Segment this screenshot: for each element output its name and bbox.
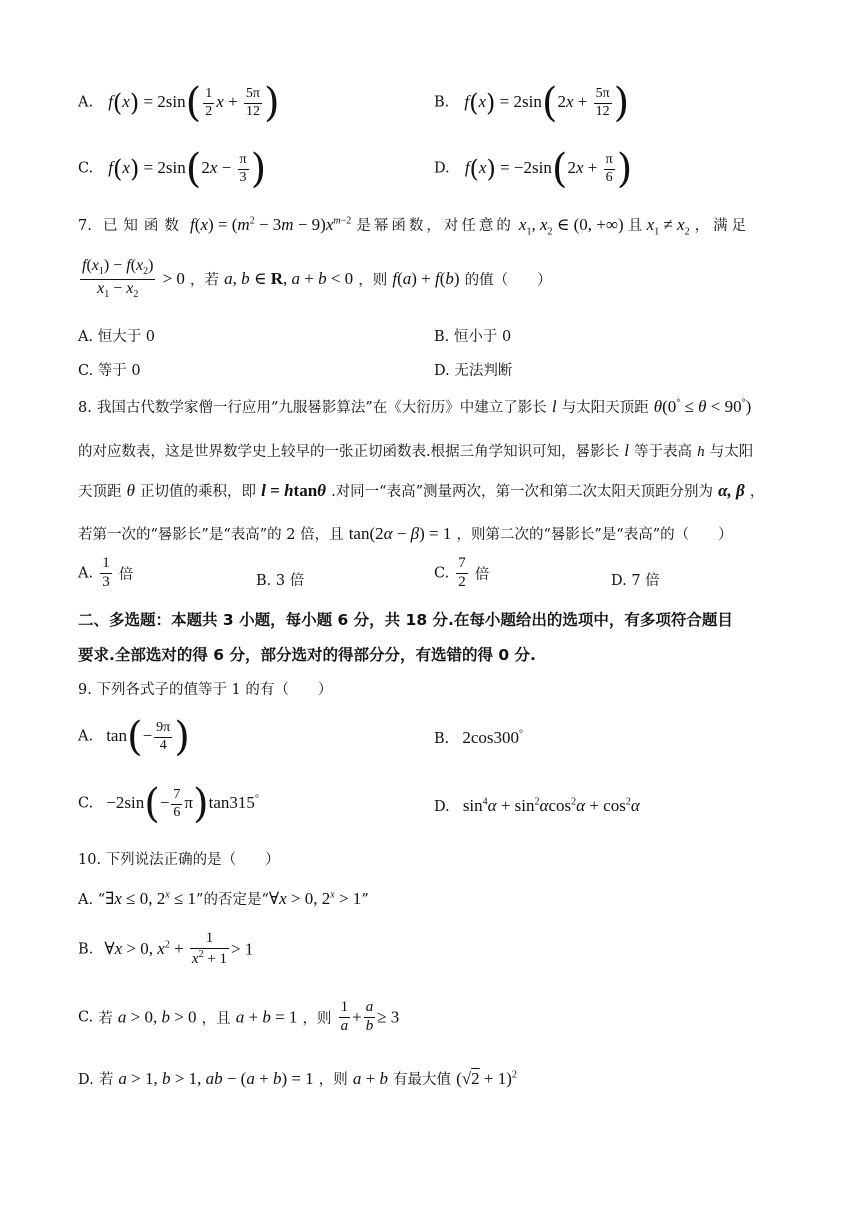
q6-option-d	[434, 146, 632, 192]
question-text: ，若	[190, 272, 219, 289]
question-text: 与太阳天顶距	[561, 400, 649, 416]
question-text: ，则	[318, 1072, 348, 1088]
math-expression: a, b ∈ R, a + b < 0	[224, 269, 354, 289]
math-expression: −2sin(− $\frac{7}{6}$ π)tan315°	[106, 781, 259, 827]
option-label: A. “	[78, 892, 106, 908]
math-expression: ∃x ≤ 0, $2^x \le 1$	[105, 889, 197, 908]
question-text: 的值（ ）	[464, 272, 552, 289]
math-expression: ∀x > 0, $x^2$ +	[104, 939, 188, 959]
q6-option-b	[434, 80, 629, 126]
option-label: A.	[78, 565, 94, 582]
q10-option-d	[78, 1068, 517, 1089]
question-text: ，满足	[694, 218, 751, 234]
question-text: ，则第二次的“晷影长”是“表高”的（ ）	[456, 527, 733, 543]
option-unit: 倍	[474, 566, 490, 583]
math-expression: f(x) = 2sin(2x − $\frac{\pi}{3}$ )	[108, 146, 267, 192]
math-expression: $f(x) = (m^2 - 3m - 9)x^{m-2}$	[190, 215, 352, 234]
math-expression: tan(− $\frac{9\pi}{4}$ )	[106, 714, 190, 760]
math-expression: 2cos300°	[462, 728, 524, 747]
question-text: 若第一次的“晷影长”是“表高”的 2 倍，且	[78, 527, 344, 543]
math-variable: l	[551, 397, 557, 416]
option-label: B.	[434, 94, 450, 111]
section-heading-line1: 二、多选题：本题共 3 小题，每小题 6 分，共 18 分.在每小题给出的选项中，有多项符合题目	[78, 611, 733, 629]
question-text: ”的否定是“	[196, 892, 269, 908]
q9-option-c	[78, 781, 259, 827]
math-expression: a > 0, b > 0	[117, 1007, 197, 1027]
option-label: B.	[78, 941, 94, 958]
option-label: D.	[78, 1072, 94, 1088]
option-label: C.	[78, 160, 94, 177]
question-text: 已知函数	[102, 218, 185, 234]
question-text: 与太阳	[709, 444, 754, 460]
option-label: D.	[434, 160, 450, 177]
math-expression: f(a) + f(b)	[392, 269, 460, 289]
q8-option-d: D. 7 倍	[611, 573, 660, 589]
question-text: ，	[749, 484, 765, 500]
q7-line1	[78, 214, 750, 237]
math-variable: l	[624, 441, 629, 460]
question-text: ，且	[201, 1010, 231, 1027]
math-variable: θ	[126, 481, 135, 500]
math-expression: > 0	[162, 269, 185, 289]
q8-option-a	[78, 556, 133, 591]
math-fraction: $\frac{7}{2}$	[458, 555, 466, 590]
q10-option-a	[78, 888, 369, 909]
section-heading-line2: 要求.全部选对的得 6 分，部分选对的得部分分，有选错的得 0 分.	[78, 646, 536, 664]
question-text: ，则	[358, 272, 388, 289]
q10-option-c	[78, 1000, 399, 1035]
math-expression: f(x) = 2sin(2x + $\frac{5\pi}{12}$ )	[464, 80, 630, 126]
question-number: 8.	[78, 400, 92, 416]
math-expression: α, β	[718, 481, 745, 500]
q8-line4	[78, 523, 733, 544]
math-expression: a > 1, b > 1, ab − (a + b) = 1	[118, 1069, 314, 1088]
question-text: 是幂函数，对任意的	[356, 218, 514, 234]
math-variable: h	[697, 444, 705, 460]
math-expression: a + b	[352, 1069, 388, 1088]
q8-line2	[78, 440, 753, 461]
q10-stem: 10. 下列说法正确的是（ ）	[78, 852, 280, 868]
math-expression: a + b = 1	[235, 1007, 298, 1027]
option-label: C.	[78, 1009, 94, 1026]
option-label: B.	[434, 731, 450, 747]
math-expression: tan(2α − β) = 1	[348, 524, 452, 543]
math-expression: ≥ 3	[377, 1007, 400, 1027]
math-expression: f(x) = 2sin( $\frac{1}{2}$ x + $\frac{5\pi}{12}$ )	[108, 80, 280, 126]
q9-option-b	[434, 728, 523, 748]
question-text: ”	[361, 892, 369, 908]
math-expression: $x_1$, $x_2$ ∈ (0, +∞) 且 $x_1 \ne x_2$	[518, 215, 690, 238]
q7-option-c: C. 等于 0	[78, 363, 141, 379]
math-expression: θ(0° ≤ θ < 90°)	[653, 397, 752, 416]
option-label: A.	[78, 728, 94, 745]
q9-stem: 9. 下列各式子的值等于 1 的有（ ）	[78, 682, 333, 698]
q8-option-b: B. 3 倍	[256, 573, 305, 589]
q9-option-d	[434, 796, 640, 816]
math-fraction: $\frac{f(x_1) - f(x_2)}{x_1 - x_2}$	[82, 257, 154, 300]
question-text: 有最大值	[393, 1072, 452, 1088]
question-text: ，则	[302, 1010, 332, 1027]
question-text: 若	[98, 1072, 114, 1088]
option-label: C.	[434, 565, 450, 582]
q6-option-a	[78, 80, 280, 126]
option-label: C.	[78, 795, 94, 812]
math-expression: $(√2 + 1)^2$	[456, 1069, 517, 1088]
q8-line1	[78, 396, 751, 417]
q7-line2	[78, 258, 552, 300]
q8-option-c	[434, 556, 489, 591]
q7-option-a: A. 恒大于 0	[78, 329, 156, 345]
math-expression: f(x) = −2sin(2x + $\frac{\pi}{6}$ )	[464, 146, 633, 192]
math-fraction: $\frac{a}{b}$	[365, 999, 374, 1034]
math-fraction: $\frac{1}{a}$	[340, 999, 349, 1034]
question-text: 我国古代数学家僧一行应用“九服晷影算法”在《大衍历》中建立了影长	[96, 400, 547, 416]
question-text: 天顶距	[78, 484, 122, 500]
question-text: 等于表高	[634, 444, 693, 460]
math-expression: $\sin^4\alpha + \sin^2\alpha\cos^2\alpha + \cos^2\alpha$	[462, 796, 640, 815]
q6-option-c	[78, 146, 266, 192]
math-fraction: $\frac{1}{x^2 + 1}$	[191, 930, 228, 967]
math-expression: +	[352, 1007, 362, 1027]
q9-option-a	[78, 714, 190, 760]
option-label: A.	[78, 94, 94, 111]
q10-option-b	[78, 931, 253, 968]
math-expression: ∀x > 0, $2^x > 1$	[268, 889, 362, 908]
q8-line3	[78, 480, 764, 501]
question-text: 正切值的乘积，即	[140, 484, 257, 500]
question-text: 若	[98, 1010, 113, 1027]
q7-option-d: D. 无法判断	[434, 363, 513, 379]
question-text: 的对应数表，这是世界数学史上较早的一张正切函数表.根据三角学知识可知，晷影长	[78, 444, 620, 460]
option-label: D.	[434, 799, 450, 815]
math-fraction: $\frac{1}{3}$	[102, 555, 110, 590]
question-number: 7.	[78, 218, 92, 234]
q7-option-b: B. 恒小于 0	[434, 329, 512, 345]
option-unit: 倍	[118, 566, 134, 583]
math-expression: l = htanθ	[261, 481, 326, 500]
question-text: .对同一“表高”测量两次，第一次和第二次太阳天顶距分别为	[331, 484, 714, 500]
math-expression: > 1	[231, 939, 254, 959]
